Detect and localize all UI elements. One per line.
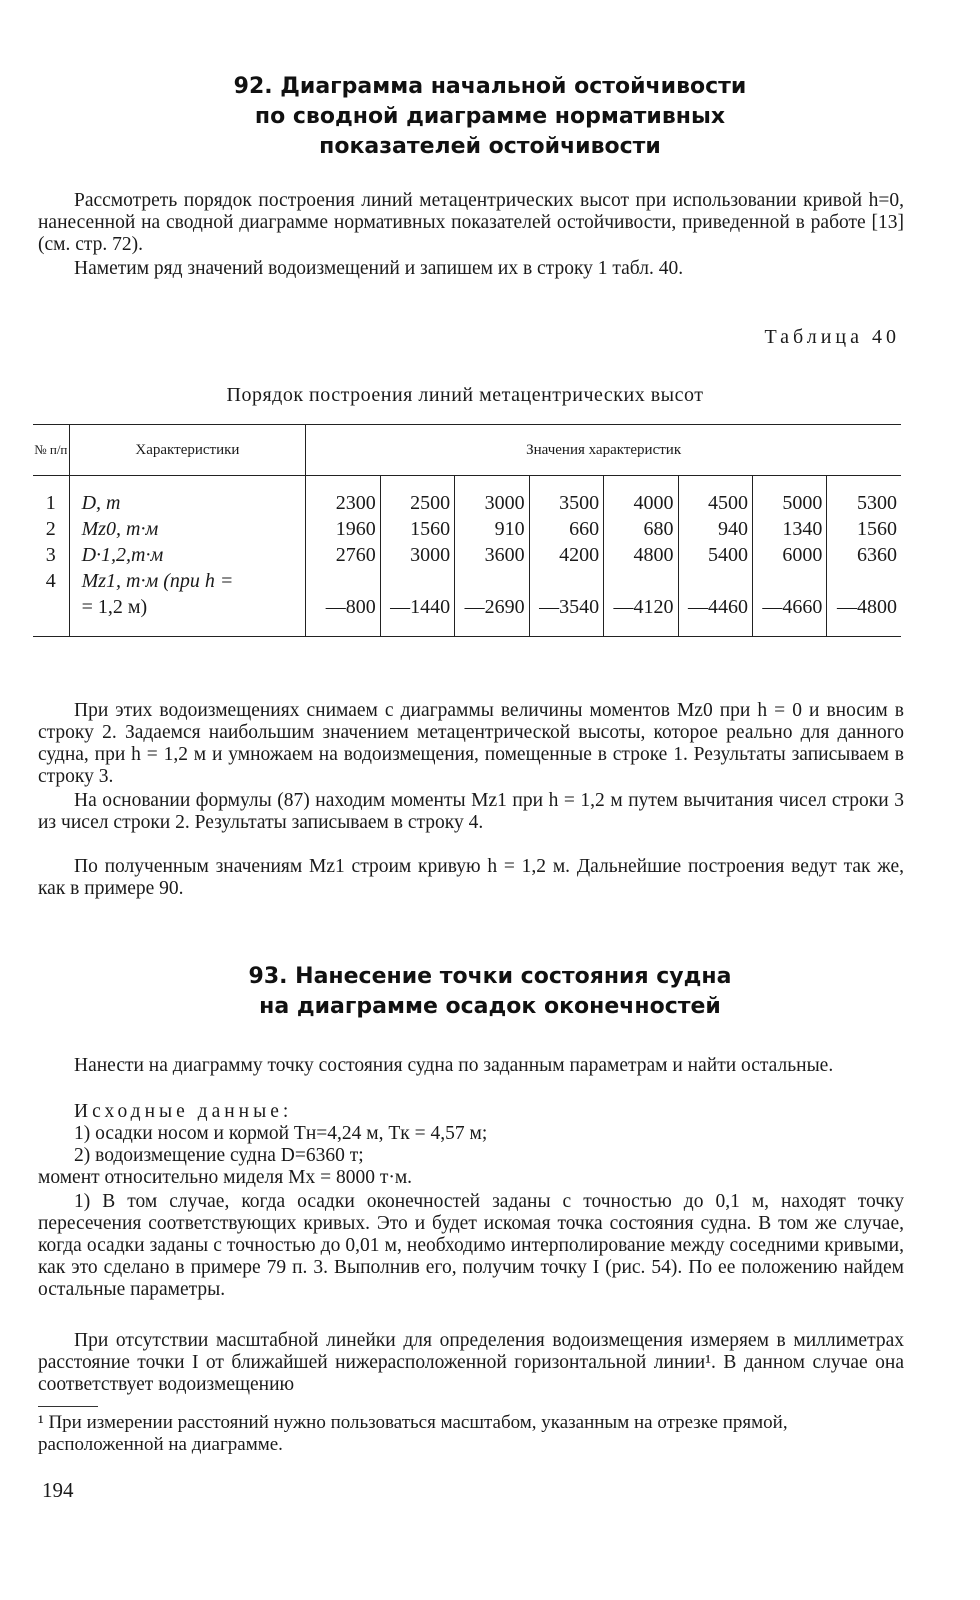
cell: —4800: [837, 596, 897, 618]
footnote-rule: [38, 1406, 98, 1407]
cell: 660: [529, 518, 603, 544]
cell: 2300: [306, 492, 380, 518]
cell: 3000: [455, 492, 529, 518]
cell: 3000: [380, 544, 454, 570]
paragraph: 1) В том случае, когда осадки оконечностей заданы с точностью до 0,1 м, находят точку пересечения соответствующих кривых. Это и будет искомая точка состояния судна. В том же случае, когда осадки заданы с точностью до 0,01 м, необходимо интерполирование между соседними кривыми, как это сделано в примере 79 п. 3. Выполнив его, получим точку I (рис. 54). По ее положению найдем остальные параметры.: [38, 1191, 904, 1300]
cell: 5000: [752, 492, 826, 518]
given-item: 1) осадки носом и кормой Tн=4,24 м, Tк = 4,57 м;: [74, 1123, 488, 1144]
cell: —800: [306, 596, 380, 622]
table-row: [33, 570, 901, 596]
paragraph: На основании формулы (87) находим моменты Mz1 при h = 1,2 м путем вычитания чисел строки 3 из чисел строки 2. Результаты записываем в строку 4.: [38, 790, 904, 833]
cell: 1560: [380, 518, 454, 544]
cell: 680: [604, 518, 678, 544]
cell: 6000: [752, 544, 826, 570]
cell: 4500: [678, 492, 752, 518]
title-line: показателей остойчивости: [319, 134, 661, 159]
cell: 6360: [857, 544, 897, 566]
table-row: [33, 596, 901, 622]
title-line: 92. Диаграмма начальной остойчивости: [233, 74, 747, 99]
cell: —4120: [604, 596, 678, 622]
row-label: Mz1, т·м (при h =: [69, 570, 306, 596]
cell: 1960: [306, 518, 380, 544]
cell: 4000: [604, 492, 678, 518]
header-values: Значения характеристик: [306, 425, 901, 476]
cell: 940: [678, 518, 752, 544]
paragraph: Рассмотреть порядок построения линий метацентрических высот при использовании кривой h=0, нанесенной на сводной диаграмме нормативных показателей остойчивости, приведенной в работе [13] (см. стр. 72).: [38, 190, 904, 255]
cell: 3500: [529, 492, 603, 518]
table-row: [33, 544, 901, 570]
row-number: 2: [45, 518, 56, 540]
paragraph: При этих водоизмещениях снимаем с диаграммы величины моментов Mz0 при h = 0 и вносим в строку 2. Задаемся наибольшим значением метацентрической высоты, которое реально для данного судна, при h = 1,2 м и умножаем на водоизмещения, помещенные в строке 1. Результаты записываем в строку 3.: [38, 700, 904, 787]
table-row: [33, 492, 901, 518]
header-characteristics: Характеристики: [69, 425, 306, 476]
cell: 4800: [604, 544, 678, 570]
given-data-label: Исходные данные:: [74, 1101, 293, 1122]
paragraph: Наметим ряд значений водоизмещений и запишем их в строку 1 табл. 40.: [74, 258, 684, 279]
header-number: № п/п: [33, 425, 69, 476]
row-label: Mz0, т·м: [69, 518, 306, 544]
cell: —4460: [678, 596, 752, 622]
cell: 1560: [857, 518, 897, 540]
paragraph: При отсутствии масштабной линейки для определения водоизмещения измеряем в миллиметрах расстояние точки I от ближайшей нижерасположенной горизонтальной линии¹. В данном случае она соответствует водоизмещению: [38, 1330, 904, 1395]
table-title: Порядок построения линий метацентрических высот: [226, 384, 704, 406]
cell: —3540: [529, 596, 603, 622]
cell: 5300: [857, 492, 897, 514]
cell: 1340: [752, 518, 826, 544]
section-92-title: [0, 72, 980, 162]
table-number: Таблица 40: [764, 326, 900, 348]
row-label: D·1,2,т·м: [69, 544, 306, 570]
cell: —2690: [455, 596, 529, 622]
footnote: ¹ При измерении расстояний нужно пользоваться масштабом, указанным на отрезке прямой, расположенной на диаграмме.: [38, 1412, 788, 1455]
section-93-title: [0, 962, 980, 1022]
cell: 5400: [678, 544, 752, 570]
given-item: момент относительно миделя Mx = 8000 т·м.: [38, 1167, 413, 1188]
table-row: [33, 518, 901, 544]
paragraph: По полученным значениям Mz1 строим кривую h = 1,2 м. Дальнейшие построения ведут так же, как в примере 90.: [38, 856, 904, 899]
row-number: 1: [45, 492, 56, 514]
cell: 2760: [306, 544, 380, 570]
title-line: по сводной диаграмме нормативных: [254, 104, 726, 129]
row-label: D, т: [69, 492, 306, 518]
data-table: [33, 424, 901, 637]
row-number: 3: [45, 544, 56, 566]
paragraph: Нанести на диаграмму точку состояния судна по заданным параметрам и найти остальные.: [74, 1055, 834, 1076]
given-item: 2) водоизмещение судна D=6360 т;: [74, 1145, 364, 1166]
title-line: 93. Нанесение точки состояния судна: [248, 964, 732, 989]
cell: 910: [455, 518, 529, 544]
cell: 4200: [529, 544, 603, 570]
row-number: 4: [45, 570, 56, 592]
title-line: на диаграмме осадок оконечностей: [259, 994, 721, 1019]
row-label-continued: = 1,2 м): [69, 596, 306, 622]
cell: —1440: [380, 596, 454, 622]
cell: 2500: [380, 492, 454, 518]
cell: 3600: [455, 544, 529, 570]
cell: —4660: [752, 596, 826, 622]
page-number: 194: [42, 1478, 74, 1502]
